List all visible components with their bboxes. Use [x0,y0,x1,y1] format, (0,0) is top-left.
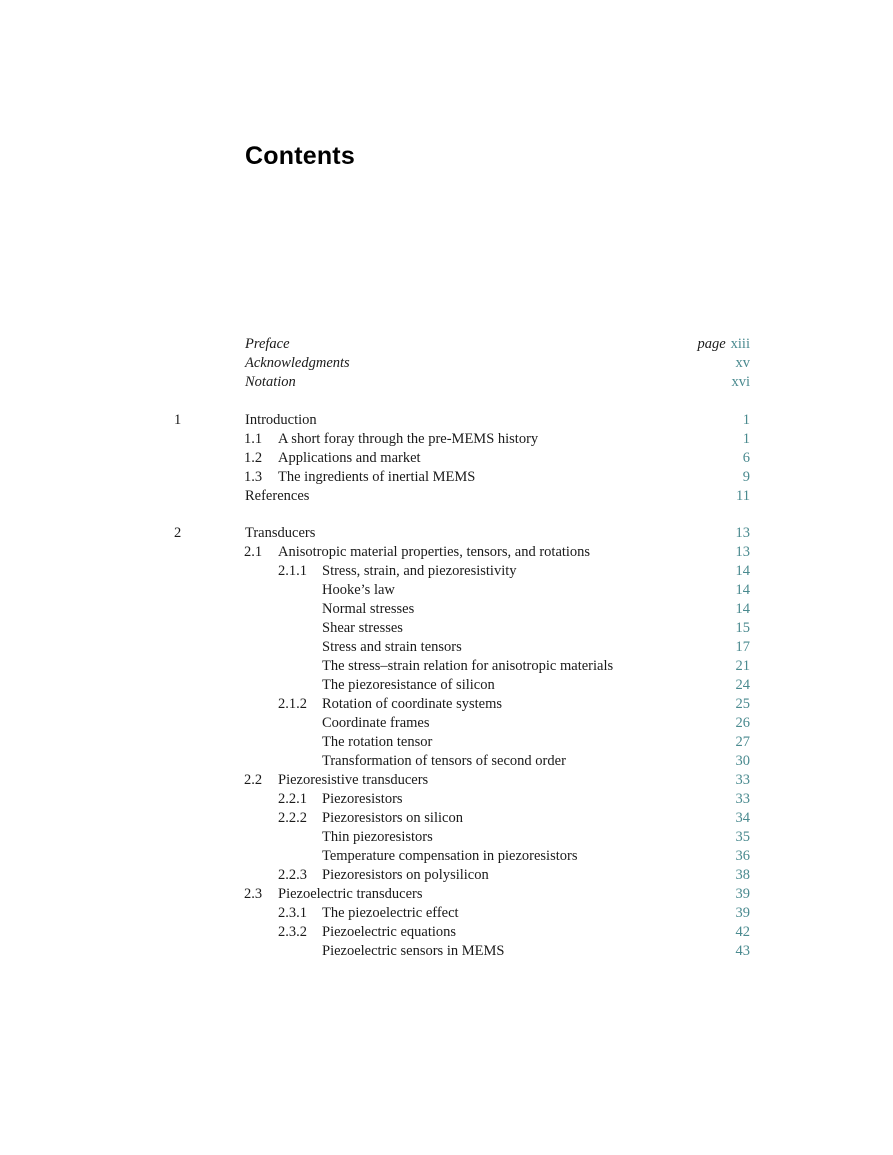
toc-page-number[interactable]: 6 [742,449,750,466]
toc-page-number[interactable]: 30 [735,753,750,769]
toc-page-number[interactable]: 42 [735,924,750,940]
toc-topic-entry[interactable] [0,657,893,676]
section-number: 1.2 [244,449,263,466]
toc-section-entry[interactable] [0,771,893,790]
toc-topic-entry[interactable] [0,619,893,638]
toc-topic-entry[interactable] [0,581,893,600]
toc-subsection-entry[interactable] [0,695,893,714]
toc-page-number[interactable]: 14 [735,582,750,598]
toc-topic-entry[interactable] [0,752,893,771]
chapter-number: 1 [174,411,182,428]
toc-page-number[interactable]: 1 [742,430,750,447]
toc-section-entry[interactable] [0,543,893,562]
section-number: 2.2.1 [278,791,307,807]
toc-entry-title: Normal stresses [322,601,415,617]
toc-entry-title: The piezoresistance of silicon [322,677,495,693]
toc-page-number[interactable]: 17 [735,639,750,655]
toc-page-number[interactable]: 9 [742,468,750,485]
toc-page-number[interactable]: 35 [735,829,750,845]
page-title: Contents [245,142,355,170]
toc-page-number[interactable]: 33 [735,772,750,788]
toc-entry-title: Notation [245,374,296,390]
toc-entry-title: The piezoelectric effect [322,905,459,921]
toc-section-entry[interactable] [0,449,893,468]
toc-entry-title: Thin piezoresistors [322,829,433,845]
toc-entry-title: The rotation tensor [322,734,433,750]
section-number: 1.3 [244,468,263,485]
section-number: 2.3 [244,886,263,902]
toc-entry-title: Piezoresistors on polysilicon [322,867,489,883]
toc-entry-title: Preface [245,336,290,352]
toc-entry-title: Piezoresistive transducers [278,772,429,788]
toc-page-number[interactable]: 36 [735,848,750,864]
toc-page-number[interactable]: 34 [735,810,750,826]
toc-entry-title: Shear stresses [322,620,403,636]
toc-page-number[interactable] [697,335,750,354]
toc-page-number[interactable] [736,354,751,373]
toc-subsection-entry[interactable] [0,866,893,885]
toc-section-entry[interactable] [0,468,893,487]
toc-page-number[interactable]: 39 [735,905,750,921]
section-number: 2.2.3 [278,867,307,883]
toc-topic-entry[interactable] [0,828,893,847]
toc-front-matter-entry[interactable] [0,335,893,354]
chapter-title: Transducers [245,525,316,541]
toc-page-number[interactable]: 21 [735,658,750,674]
toc-page-number[interactable]: 13 [735,525,750,541]
section-number: 1.1 [244,430,263,447]
toc-entry-title: Hooke’s law [322,582,395,598]
toc-entry-title: Anisotropic material properties, tensors, and rotations [278,544,591,560]
toc-page-number[interactable]: 38 [735,867,750,883]
toc-subsection-entry[interactable] [0,923,893,942]
toc-entry-title: Transformation of tensors of second order [322,753,566,769]
section-number: 2.3.2 [278,924,307,940]
toc-front-matter-entry[interactable] [0,373,893,392]
toc-page-number[interactable] [731,373,750,392]
toc-front-matter-entry[interactable] [0,354,893,373]
section-number: 2.1.1 [278,563,307,579]
page-number-value: xiii [730,336,750,352]
toc-entry-title: Piezoelectric equations [322,924,457,940]
toc-chapter-entry[interactable] [0,411,893,430]
toc-subsection-entry[interactable] [0,790,893,809]
toc-entry-title: The stress–strain relation for anisotropic materials [322,658,614,674]
toc-page-number[interactable]: 11 [736,487,750,504]
toc-entry-title: Piezoresistors on silicon [322,810,463,826]
toc-refs-entry[interactable] [0,487,893,506]
toc-page-number[interactable]: 24 [735,677,750,693]
toc-page-number[interactable]: 33 [735,791,750,807]
toc-page-number[interactable]: 15 [735,620,750,636]
page-number-value: xvi [731,374,750,390]
toc-entry-title: Applications and market [278,449,421,466]
toc-entry-title: Rotation of coordinate systems [322,696,503,712]
toc-page-number[interactable]: 1 [742,411,750,428]
toc-page-number[interactable]: 25 [735,696,750,712]
chapter-number: 2 [174,525,182,541]
toc-entry-title: Stress and strain tensors [322,639,462,655]
toc-topic-entry[interactable] [0,676,893,695]
page-prefix-label: page [697,336,726,352]
toc-subsection-entry[interactable] [0,562,893,581]
toc-topic-entry[interactable] [0,600,893,619]
toc-entry-title: Stress, strain, and piezoresistivity [322,563,517,579]
toc-page-number[interactable]: 14 [735,601,750,617]
section-number: 2.2 [244,772,263,788]
toc-entry-title: Acknowledgments [245,355,350,371]
toc-entry-title: A short foray through the pre-MEMS history [278,430,539,447]
toc-page-number[interactable]: 13 [735,544,750,560]
toc-entry-title: Piezoelectric sensors in MEMS [322,943,505,959]
toc-chapter-entry[interactable] [0,524,893,543]
toc-page-number[interactable]: 14 [735,563,750,579]
toc-entry-title: References [245,487,310,504]
toc-page-number[interactable]: 27 [735,734,750,750]
page-number-value: xv [735,355,750,371]
toc-subsection-entry[interactable] [0,904,893,923]
toc-entry-title: Temperature compensation in piezoresistors [322,848,578,864]
toc-topic-entry[interactable] [0,847,893,866]
toc-section-entry[interactable] [0,430,893,449]
toc-entry-title: The ingredients of inertial MEMS [278,468,476,485]
toc-entry-title: Piezoresistors [322,791,403,807]
section-number: 2.1.2 [278,696,307,712]
toc-page-number[interactable]: 39 [735,886,750,902]
toc-topic-entry[interactable] [0,714,893,733]
section-number: 2.2.2 [278,810,307,826]
chapter-title: Introduction [245,411,317,428]
toc-section-entry[interactable] [0,885,893,904]
toc-subsection-entry[interactable] [0,809,893,828]
table-of-contents [0,335,893,961]
toc-entry-title: Coordinate frames [322,715,430,731]
toc-page-number[interactable]: 26 [735,715,750,731]
toc-entry-title: Piezoelectric transducers [278,886,423,902]
toc-topic-entry[interactable] [0,638,893,657]
toc-topic-entry[interactable] [0,942,893,961]
toc-page-number[interactable]: 43 [735,943,750,959]
toc-topic-entry[interactable] [0,733,893,752]
section-number: 2.1 [244,544,263,560]
section-number: 2.3.1 [278,905,307,921]
